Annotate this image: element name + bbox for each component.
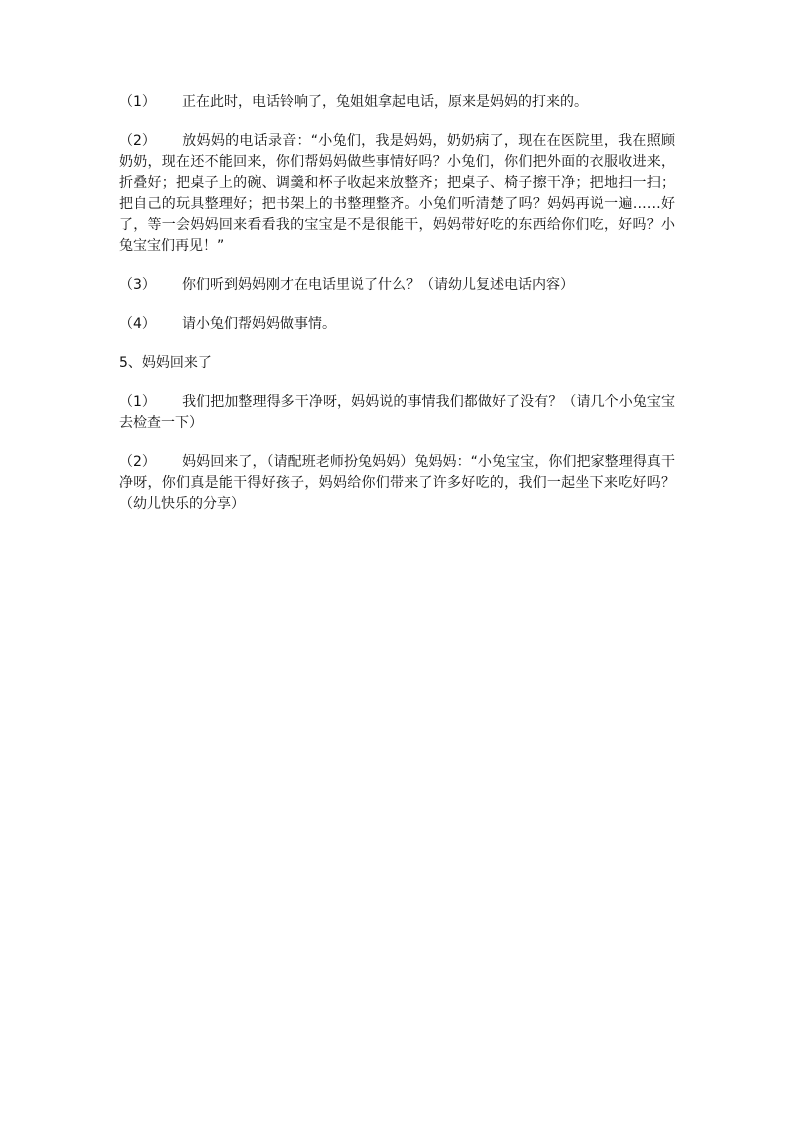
item-number: （4） <box>119 316 156 332</box>
item-text: 正在此时，电话铃响了，兔姐姐拿起电话，原来是妈妈的打来的。 <box>182 94 588 110</box>
item-text: 请小兔们帮妈妈做事情。 <box>182 316 336 332</box>
item-text: 妈妈回来了，（请配班老师扮兔妈妈）兔妈妈：“小兔宝宝，你们把家整理得真干净呀，你们真是能干得好孩子，妈妈给你们带来了许多好吃的，我们一起坐下来吃好吗？（幼儿快乐的分享） <box>119 454 675 512</box>
section-heading: 5、妈妈回来了 <box>119 355 212 371</box>
item-text: 放妈妈的电话录音：“小兔们，我是妈妈，奶奶病了，现在在医院里，我在照顾奶奶，现在还不能回来，你们帮妈妈做些事情好吗？小兔们，你们把外面的衣服收进来，折叠好；把桌子上的碗、调羹和杯子收起来放整齐；把桌子、椅子擦干净；把地扫一扫；把自己的玩具整理好；把书架上的书整理整齐。小兔们听清楚了吗？妈妈再说一遍……好了，等一会妈妈回来看看我的宝宝是不是很能干，妈妈带好吃的东西给你们吃，好吗？小兔宝宝们再见！” <box>119 133 675 254</box>
item-number: （2） <box>119 454 156 470</box>
item-number: （3） <box>119 277 156 293</box>
item-text: 我们把加整理得多干净呀，妈妈说的事情我们都做好了没有？（请几个小兔宝宝去检查一下） <box>119 394 675 431</box>
item-number: （1） <box>119 394 156 410</box>
paragraph-3 <box>119 275 675 296</box>
item-number: （1） <box>119 94 156 110</box>
section5-paragraph-2 <box>119 452 675 515</box>
paragraph-1 <box>119 92 675 113</box>
section5-paragraph-1 <box>119 392 675 434</box>
item-number: （2） <box>119 133 156 149</box>
document-page <box>119 92 675 533</box>
paragraph-2 <box>119 131 675 257</box>
paragraph-4 <box>119 314 675 335</box>
item-text: 你们听到妈妈刚才在电话里说了什么？（请幼儿复述电话内容） <box>182 277 574 293</box>
